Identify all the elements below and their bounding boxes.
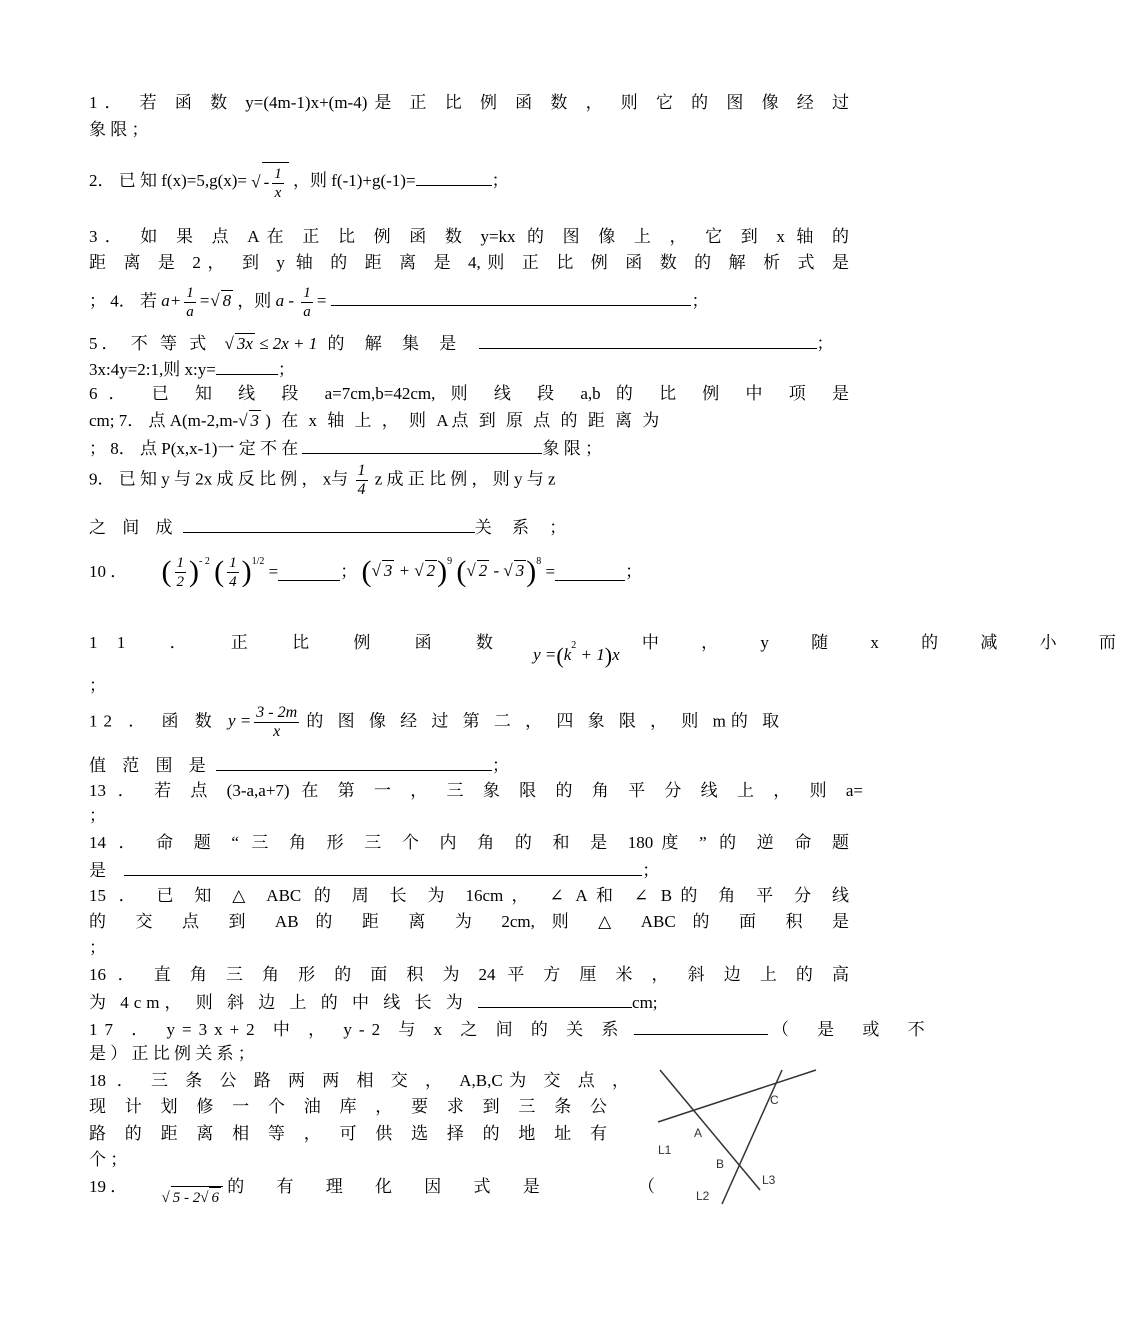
- q4-expr1: a+ $\frac{1}{a}$ =√ 8: [161, 285, 232, 320]
- q10-answer-blank-1[interactable]: [278, 564, 340, 581]
- q4-expr2: a - $\frac{1}{a}$ =: [275, 285, 328, 320]
- q4-line: ； 4． 若 a+ $\frac{1}{a}$ =√ 8 ，则 a - $\frac{1}{a}$ = ；: [89, 285, 709, 320]
- q16-line2: 为 4cm， 则 斜 边 上 的 中 线 长 为 cm;: [89, 993, 658, 1012]
- q7-sqrt: 3: [250, 411, 260, 430]
- q12-line2: 值 范 围 是 ；: [89, 756, 509, 775]
- q16-line1: 16 ． 直 角 三 角 形 的 面 积 为 24 平 方 厘 米 ， 斜 边 上 的 高: [89, 965, 849, 984]
- q12-line1: 12 ． 函 数 y = $\frac{3 - 2m}{x}$ 的 图 像 经 过 第 二 ， 四 象 限 ， 则 m的 取: [89, 704, 785, 740]
- q17-line1: 17 ． y=3x+2 中 ， y-2 与 x 之 间 的 关 系 （ 是 或 不: [89, 1020, 937, 1039]
- label-L1: L1: [658, 1143, 672, 1157]
- roads-figure: [650, 1062, 830, 1212]
- q15-line1: 15 ． 已 知 △ ABC 的 周 长 为 16cm， ∠ A和 ∠ B的 角 平 分 线: [89, 886, 849, 905]
- q12-answer-blank[interactable]: [216, 754, 492, 771]
- q18-line4: 个 ；: [89, 1150, 128, 1169]
- q11-expr: $y =(k^2 + 1)x$: [533, 640, 620, 669]
- q10-answer-blank-2[interactable]: [555, 564, 625, 581]
- q18-line1: 18 ． 三 条 公 路 两 两 相 交 ， A,B,C为 交 点 ，: [89, 1071, 629, 1090]
- q10-line: 10 ． ( $\frac{1}{2}$ )$^{- 2}$ ( $\frac{1}{4}$ )$^{1/2}$ = ； (√ 3 + √ 2)$^9$ (√ 2 - √ 3)$^8$ = ；: [89, 554, 643, 590]
- q17-answer-blank[interactable]: [634, 1018, 768, 1035]
- q9-line1: 9． 已 知 y 与 2x 成 反 比 例 ， x与 $\frac{1}{4}$ z 成 正 比 例 ， 则 y 与 z: [89, 462, 556, 498]
- q12-expr: y = $\frac{3 - 2m}{x}$: [228, 704, 298, 740]
- q2-answer-blank[interactable]: [416, 169, 492, 186]
- q5-line: 5． 不 等 式 √ 3x ≤ 2x + 1 的 解 集 是 ；: [89, 334, 834, 353]
- q18-line3: 路 的 距 离 相 等 ， 可 供 选 择 的 地 址 有: [89, 1124, 607, 1143]
- q15-end: ；: [89, 938, 106, 957]
- label-L2: L2: [696, 1189, 710, 1203]
- q1-line1: 1． 若 函 数 y=(4m-1)x+(m-4)是 正 比 例 函 数 ， 则 它 的 图 像 经 过: [89, 93, 849, 112]
- q16-answer-blank[interactable]: [478, 991, 632, 1008]
- q2-text-b: ，则 f(-1)+g(-1)=: [293, 170, 416, 190]
- q8-answer-blank[interactable]: [302, 437, 542, 454]
- q5b-answer-blank[interactable]: [216, 358, 278, 375]
- q2-line: 2． 已 知 f(x)=5,g(x)= √ - $\frac{1}{x}$ ，则 f(-1)+g(-1)= ；: [89, 162, 849, 198]
- q19-line: 19 ． √ 5 - 2√ 6 的 有 理 化 因 式 是 （: [89, 1177, 655, 1206]
- q14-line1: 14 ． 命 题 “ 三 角 形 三 个 内 角 的 和 是 180度 ” 的 逆 命 题: [89, 833, 849, 852]
- label-A: A: [694, 1126, 703, 1140]
- q17-line2: 是 ） 正 比 例 关 系 ；: [89, 1044, 255, 1063]
- q14-answer-blank[interactable]: [124, 859, 642, 876]
- q10-expr2: (√ 3 + √ 2)$^9$ (√ 2 - √ 3)$^8$: [361, 555, 542, 589]
- q10-expr1: ( $\frac{1}{2}$ )$^{- 2}$ ( $\frac{1}{4}$ )$^{1/2}$: [161, 554, 265, 590]
- q5-expr: √ 3x ≤ 2x + 1: [224, 334, 318, 353]
- q5b-line: 3x:4y=2:1,则 x:y= ；: [89, 360, 295, 379]
- q2-sqrt-expr: √ - $\frac{1}{x}$: [251, 162, 289, 202]
- label-C: C: [770, 1093, 779, 1107]
- road-line-l1: [660, 1070, 760, 1190]
- q9-line2: 之 间 成 关 系 ；: [89, 518, 575, 537]
- q18-line2: 现 计 划 修 一 个 油 库 ， 要 求 到 三 条 公: [89, 1097, 607, 1116]
- q6-line: 6． 已 知 线 段 a=7cm,b=42cm, 则 线 段 a,b 的 比 例 中 项 是: [89, 384, 849, 403]
- q14-line2: 是 ；: [89, 861, 660, 880]
- q11-end: ；: [89, 676, 106, 695]
- q9-answer-blank[interactable]: [183, 516, 475, 533]
- q13-end: ；: [89, 806, 106, 825]
- q3-line2: 距 离 是 2， 到 y 轴 的 距 离 是 4,则 正 比 例 函 数 的 解 析 式 是: [89, 253, 849, 272]
- q4-answer-blank[interactable]: [331, 289, 691, 306]
- q11-line: 11 ． 正 比 例 函 数 $y =(k^2 + 1)x$ 中 ， y 随 x 的 减 小 而: [89, 633, 1135, 669]
- q3-line1: 3． 如 果 点 A在 正 比 例 函 数 y=kx 的 图 像 上 ， 它 到 x 轴 的: [89, 227, 849, 246]
- q1-line2: 象 限 ；: [89, 120, 149, 139]
- label-B: B: [716, 1157, 725, 1171]
- label-L3: L3: [762, 1173, 776, 1187]
- q19-expr: √ 5 - 2√ 6: [162, 1190, 223, 1206]
- q13-line: 13 ． 若 点 (3-a,a+7) 在 第 一 ， 三 象 限 的 角 平 分 线 上 ， 则 a=: [89, 781, 863, 800]
- q8-line: ； 8． 点 P(x,x-1)一 定 不 在 象 限 ；: [89, 439, 602, 458]
- q5-answer-blank[interactable]: [479, 332, 817, 349]
- q7-line: cm; 7． 点 A(m-2,m-√ 3 ) 在 x 轴 上 ， 则 A点 到 原 点 的 距 离 为: [89, 411, 663, 430]
- q15-line2: 的 交 点 到 AB 的 距 离 为 2cm, 则 △ ABC 的 面 积 是: [89, 912, 849, 931]
- q2-text: 2． 已 知 f(x)=5,g(x)=: [89, 170, 247, 190]
